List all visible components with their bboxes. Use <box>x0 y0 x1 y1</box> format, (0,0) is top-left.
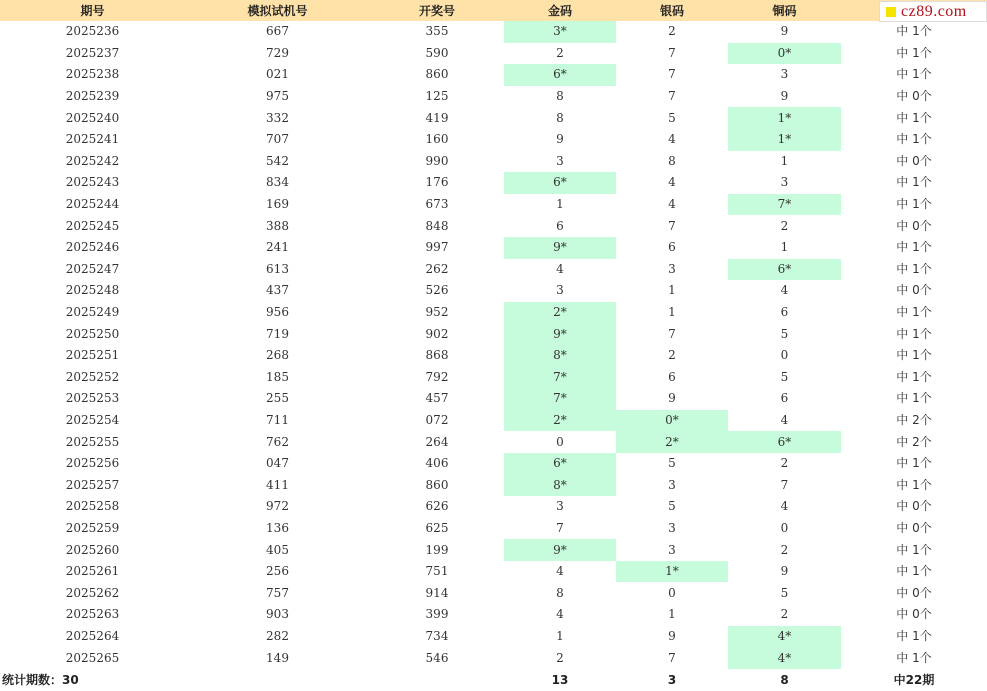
sim-number-cell: 762 <box>266 434 289 449</box>
draw-number-cell: 997 <box>425 240 449 255</box>
draw-number-cell: 125 <box>425 89 449 104</box>
copper-cell: 1 <box>780 240 789 255</box>
table-row <box>0 539 987 561</box>
gold-cell: 6* <box>504 453 616 475</box>
draw-number-cell: 419 <box>425 110 449 125</box>
period-cell: 2025243 <box>65 175 120 190</box>
sim-number-cell: 282 <box>266 628 289 643</box>
draw-number-cell: 860 <box>425 477 449 492</box>
period-cell: 2025250 <box>65 326 120 341</box>
draw-number-cell: 952 <box>425 305 449 320</box>
gold-cell: 8 <box>556 585 564 600</box>
hits-cell: 中 1个 <box>896 628 932 643</box>
table-row <box>0 194 987 216</box>
gold-cell: 9* <box>504 323 616 345</box>
period-cell: 2025240 <box>65 110 120 125</box>
site-logo-link[interactable] <box>879 1 987 22</box>
silver-cell: 0* <box>616 410 728 432</box>
gold-cell: 4 <box>556 607 564 622</box>
period-cell: 2025259 <box>65 520 120 535</box>
silver-cell: 5 <box>668 499 676 514</box>
sim-number-cell: 834 <box>266 175 289 190</box>
sim-number-cell: 613 <box>266 261 289 276</box>
copper-cell: 1* <box>728 107 841 129</box>
draw-number-cell: 990 <box>425 153 449 168</box>
sim-number-cell: 241 <box>266 240 289 255</box>
copper-cell: 9 <box>780 24 789 39</box>
table-row <box>0 474 987 496</box>
hits-cell: 中 1个 <box>896 305 932 320</box>
sim-number-cell: 757 <box>266 585 289 600</box>
table-row <box>0 21 987 43</box>
header-period: 期号 <box>80 4 105 18</box>
hits-cell: 中 1个 <box>896 110 932 125</box>
hits-cell: 中 1个 <box>896 326 932 341</box>
header-sim-number: 模拟试机号 <box>247 4 308 18</box>
draw-number-cell: 264 <box>425 434 449 449</box>
silver-cell: 2 <box>668 24 676 39</box>
table-row <box>0 107 987 129</box>
header-silver: 银码 <box>659 4 684 18</box>
copper-cell: 1 <box>780 153 789 168</box>
silver-cell: 1 <box>668 607 676 622</box>
copper-cell: 0 <box>780 520 789 535</box>
hits-cell: 中 1个 <box>896 564 932 579</box>
draw-number-cell: 626 <box>425 499 449 514</box>
silver-cell: 7 <box>668 45 676 60</box>
silver-cell: 2 <box>668 348 676 363</box>
gold-cell: 8 <box>556 110 564 125</box>
table-row <box>0 453 987 475</box>
hits-cell: 中 1个 <box>896 477 932 492</box>
header-copper: 铜码 <box>772 4 797 18</box>
silver-total: 3 <box>667 672 677 687</box>
hits-cell: 中 0个 <box>896 89 932 104</box>
gold-cell: 3 <box>556 153 564 168</box>
draw-number-cell: 262 <box>425 261 449 276</box>
draw-number-cell: 546 <box>425 650 449 665</box>
period-cell: 2025263 <box>65 607 120 622</box>
hits-cell: 中 1个 <box>896 261 932 276</box>
hits-cell: 中 0个 <box>896 153 932 168</box>
gold-cell: 7* <box>504 367 616 389</box>
sim-number-cell: 707 <box>266 132 289 147</box>
sim-number-cell: 542 <box>266 153 289 168</box>
summary-row <box>0 669 987 691</box>
gold-cell: 8* <box>504 345 616 367</box>
silver-cell: 0 <box>668 585 676 600</box>
period-cell: 2025254 <box>65 412 120 427</box>
hits-cell: 中 1个 <box>896 240 932 255</box>
table-row <box>0 647 987 669</box>
draw-number-cell: 625 <box>425 520 449 535</box>
period-cell: 2025255 <box>65 434 120 449</box>
sim-number-cell: 437 <box>266 283 289 298</box>
silver-cell: 5 <box>668 110 676 125</box>
gold-cell: 6 <box>556 218 564 233</box>
period-cell: 2025264 <box>65 628 120 643</box>
period-cell: 2025249 <box>65 305 120 320</box>
hits-cell: 中 0个 <box>896 585 932 600</box>
copper-cell: 4 <box>780 412 789 427</box>
table-row <box>0 561 987 583</box>
draw-number-cell: 072 <box>425 412 449 427</box>
draw-number-cell: 526 <box>425 283 449 298</box>
table-row <box>0 410 987 432</box>
draw-number-cell: 751 <box>425 564 449 579</box>
hits-cell: 中 1个 <box>896 456 932 471</box>
draw-number-cell: 848 <box>425 218 449 233</box>
copper-cell: 7* <box>728 194 841 216</box>
hits-cell: 中 2个 <box>896 434 932 449</box>
hits-cell: 中 0个 <box>896 283 932 298</box>
hits-total: 中22期 <box>893 673 935 688</box>
period-cell: 2025245 <box>65 218 120 233</box>
period-cell: 2025253 <box>65 391 120 406</box>
period-cell: 2025265 <box>65 650 120 665</box>
sim-number-cell: 332 <box>266 110 289 125</box>
hits-cell: 中 1个 <box>896 175 932 190</box>
hits-cell: 中 1个 <box>896 650 932 665</box>
gold-cell: 2* <box>504 302 616 324</box>
silver-cell: 7 <box>668 218 676 233</box>
table-row <box>0 280 987 302</box>
gold-cell: 0 <box>556 434 564 449</box>
hits-cell: 中 1个 <box>896 542 932 557</box>
copper-cell: 2 <box>780 218 789 233</box>
table-row <box>0 64 987 86</box>
table-row <box>0 388 987 410</box>
copper-total: 8 <box>780 672 789 687</box>
gold-cell: 8* <box>504 474 616 496</box>
sim-number-cell: 711 <box>266 412 289 427</box>
header-draw-number: 开奖号 <box>418 4 455 18</box>
site-logo-text: cz89.com <box>901 2 967 20</box>
silver-cell: 7 <box>668 326 676 341</box>
sim-number-cell: 185 <box>266 369 289 384</box>
period-cell: 2025246 <box>65 240 120 255</box>
hits-cell: 中 1个 <box>896 348 932 363</box>
silver-cell: 4 <box>668 175 676 190</box>
silver-cell: 6 <box>668 369 676 384</box>
silver-cell: 3 <box>668 477 676 492</box>
silver-cell: 7 <box>668 650 676 665</box>
gold-cell: 1 <box>556 197 564 212</box>
sim-number-cell: 903 <box>266 607 289 622</box>
gold-cell: 2* <box>504 410 616 432</box>
table-row <box>0 151 987 173</box>
copper-cell: 0 <box>780 348 789 363</box>
table-row <box>0 172 987 194</box>
period-count: 统计期数：30 <box>2 673 79 688</box>
gold-cell: 4 <box>556 261 564 276</box>
hits-cell: 中 0个 <box>896 520 932 535</box>
period-cell: 2025244 <box>65 197 120 212</box>
period-cell: 2025252 <box>65 369 120 384</box>
period-cell: 2025238 <box>65 67 120 82</box>
hits-cell: 中 0个 <box>896 499 932 514</box>
table-row <box>0 259 987 281</box>
gold-cell: 6* <box>504 64 616 86</box>
silver-cell: 4 <box>668 132 676 147</box>
gold-cell: 9 <box>556 132 564 147</box>
hits-cell: 中 1个 <box>896 24 932 39</box>
draw-number-cell: 673 <box>425 197 449 212</box>
sim-number-cell: 136 <box>266 520 289 535</box>
sim-number-cell: 149 <box>266 650 289 665</box>
sim-number-cell: 256 <box>266 564 289 579</box>
draw-number-cell: 792 <box>425 369 449 384</box>
draw-number-cell: 176 <box>425 175 449 190</box>
table-row <box>0 518 987 540</box>
hits-cell: 中 0个 <box>896 607 932 622</box>
sim-number-cell: 729 <box>266 45 289 60</box>
period-cell: 2025258 <box>65 499 120 514</box>
copper-cell: 4 <box>780 283 789 298</box>
sim-number-cell: 972 <box>266 499 289 514</box>
gold-total: 13 <box>551 672 569 687</box>
hits-cell: 中 1个 <box>896 67 932 82</box>
table-row <box>0 345 987 367</box>
sim-number-cell: 169 <box>266 197 289 212</box>
draw-number-cell: 734 <box>425 628 449 643</box>
gold-cell: 1 <box>556 628 564 643</box>
draw-number-cell: 868 <box>425 348 449 363</box>
copper-cell: 2 <box>780 607 789 622</box>
silver-cell: 9 <box>668 391 676 406</box>
sim-number-cell: 411 <box>266 477 289 492</box>
copper-cell: 1* <box>728 129 841 151</box>
gold-cell: 3* <box>504 21 616 43</box>
copper-cell: 4 <box>780 499 789 514</box>
silver-cell: 6 <box>668 240 676 255</box>
gold-cell: 9* <box>504 237 616 259</box>
silver-cell: 7 <box>668 67 676 82</box>
silver-cell: 3 <box>668 542 676 557</box>
period-cell: 2025260 <box>65 542 120 557</box>
draw-number-cell: 860 <box>425 67 449 82</box>
draw-number-cell: 355 <box>425 24 449 39</box>
silver-cell: 9 <box>668 628 676 643</box>
hits-cell: 中 1个 <box>896 132 932 147</box>
header-row <box>0 0 987 21</box>
gold-cell: 2 <box>556 650 564 665</box>
copper-cell: 5 <box>780 369 789 384</box>
copper-cell: 9 <box>780 89 789 104</box>
table-row <box>0 129 987 151</box>
silver-cell: 8 <box>668 153 676 168</box>
period-cell: 2025257 <box>65 477 120 492</box>
copper-cell: 6* <box>728 259 841 281</box>
sim-number-cell: 268 <box>266 348 289 363</box>
draw-number-cell: 902 <box>425 326 449 341</box>
table-row <box>0 367 987 389</box>
period-cell: 2025256 <box>65 456 120 471</box>
silver-cell: 1 <box>668 283 676 298</box>
sim-number-cell: 388 <box>266 218 289 233</box>
table-row <box>0 496 987 518</box>
gold-cell: 7* <box>504 388 616 410</box>
silver-cell: 4 <box>668 197 676 212</box>
silver-cell: 7 <box>668 89 676 104</box>
period-cell: 2025251 <box>65 348 120 363</box>
silver-cell: 5 <box>668 456 676 471</box>
sim-number-cell: 975 <box>266 89 289 104</box>
copper-cell: 3 <box>780 175 789 190</box>
draw-number-cell: 406 <box>425 456 449 471</box>
table-row <box>0 626 987 648</box>
gold-cell: 2 <box>556 45 564 60</box>
hits-cell: 中 1个 <box>896 197 932 212</box>
period-cell: 2025237 <box>65 45 120 60</box>
sim-number-cell: 405 <box>266 542 289 557</box>
copper-cell: 9 <box>780 564 789 579</box>
draw-number-cell: 399 <box>425 607 449 622</box>
copper-cell: 2 <box>780 456 789 471</box>
hits-cell: 中 1个 <box>896 369 932 384</box>
table-row <box>0 86 987 108</box>
gold-cell: 3 <box>556 499 564 514</box>
draw-number-cell: 914 <box>425 585 449 600</box>
period-cell: 2025247 <box>65 261 120 276</box>
sim-number-cell: 255 <box>266 391 289 406</box>
hits-cell: 中 0个 <box>896 218 932 233</box>
copper-cell: 6 <box>780 391 789 406</box>
copper-cell: 5 <box>780 585 789 600</box>
copper-cell: 0* <box>728 43 841 65</box>
period-cell: 2025262 <box>65 585 120 600</box>
table-row <box>0 582 987 604</box>
table-row <box>0 604 987 626</box>
sim-number-cell: 021 <box>266 67 289 82</box>
logo-square-icon <box>886 7 896 17</box>
hits-cell: 中 1个 <box>896 45 932 60</box>
copper-cell: 4* <box>728 626 841 648</box>
hits-cell: 中 1个 <box>896 391 932 406</box>
table-row <box>0 302 987 324</box>
table-row <box>0 215 987 237</box>
silver-cell: 3 <box>668 520 676 535</box>
sim-number-cell: 956 <box>266 305 289 320</box>
copper-cell: 6 <box>780 305 789 320</box>
table-row <box>0 431 987 453</box>
period-cell: 2025248 <box>65 283 120 298</box>
table-row <box>0 237 987 259</box>
period-cell: 2025241 <box>65 132 120 147</box>
sim-number-cell: 667 <box>266 24 289 39</box>
copper-cell: 4* <box>728 647 841 669</box>
gold-cell: 7 <box>556 520 564 535</box>
silver-cell: 1* <box>616 561 728 583</box>
header-gold: 金码 <box>547 4 572 18</box>
period-cell: 2025261 <box>65 564 120 579</box>
copper-cell: 7 <box>780 477 789 492</box>
gold-cell: 9* <box>504 539 616 561</box>
copper-cell: 3 <box>780 67 789 82</box>
gold-cell: 3 <box>556 283 564 298</box>
sim-number-cell: 047 <box>266 456 289 471</box>
period-cell: 2025236 <box>65 24 120 39</box>
draw-number-cell: 199 <box>425 542 449 557</box>
silver-cell: 1 <box>668 305 676 320</box>
draw-number-cell: 590 <box>425 45 449 60</box>
copper-cell: 2 <box>780 542 789 557</box>
hits-cell: 中 2个 <box>896 412 932 427</box>
copper-cell: 5 <box>780 326 789 341</box>
draw-number-cell: 160 <box>425 132 449 147</box>
gold-cell: 4 <box>556 564 564 579</box>
gold-cell: 6* <box>504 172 616 194</box>
silver-cell: 2* <box>616 431 728 453</box>
copper-cell: 6* <box>728 431 841 453</box>
silver-cell: 3 <box>668 261 676 276</box>
table-row <box>0 43 987 65</box>
period-cell: 2025239 <box>65 89 120 104</box>
sim-number-cell: 719 <box>266 326 289 341</box>
draw-number-cell: 457 <box>425 391 449 406</box>
gold-cell: 8 <box>556 89 564 104</box>
table-row <box>0 323 987 345</box>
period-cell: 2025242 <box>65 153 120 168</box>
